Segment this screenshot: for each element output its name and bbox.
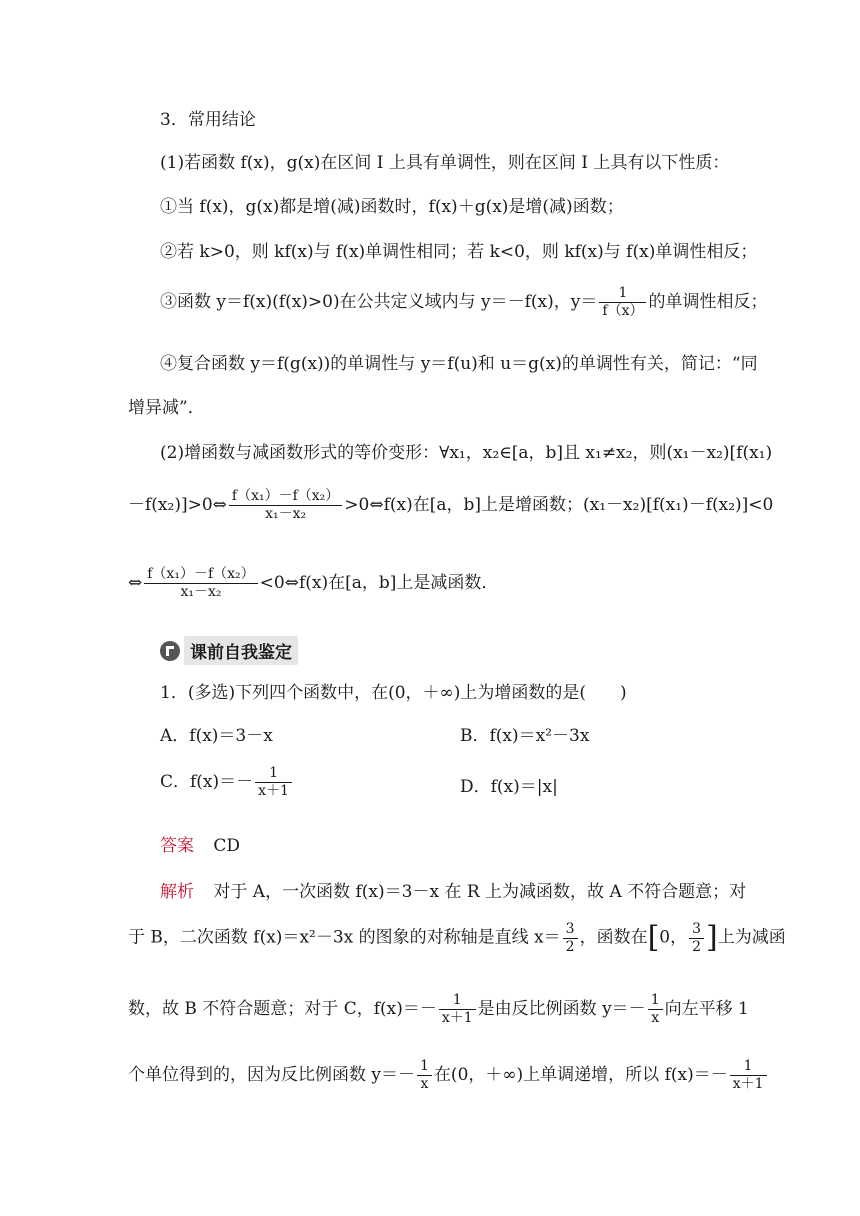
p4-fraction-num: 1 [618,285,628,301]
paragraph-1: (1)若函数 f(x)，g(x)在区间 I 上具有单调性，则在区间 I 上具有以下性质： [160,153,730,173]
p8-text: ⇔ [128,572,143,593]
p4-text-end: 的单调性相反； [648,291,768,312]
paragraph-5b: 增异减”． [128,398,205,418]
p7-fraction-den: x₁－x₂ [229,505,342,523]
a3-text-end: 向左平移 1 [664,998,749,1019]
paragraph-7 [128,488,773,523]
a4-fraction-2 [730,1058,767,1093]
paragraph-4 [160,285,767,320]
paragraph-8 [128,566,498,601]
option-b: B．f(x)＝x²－3x [460,726,590,746]
a2-num: 3 [565,920,575,937]
p7-text: －f(x₂)]>0⇔ [128,494,227,515]
paragraph-3: ②若 k>0，则 kf(x)与 f(x)单调性相同；若 k<0，则 kf(x)与 f(x)单调性相反； [160,242,758,262]
option-c-text: C．f(x)＝－ [160,771,254,792]
option-c-den: x＋1 [255,782,292,800]
a4-num-2: 1 [743,1058,753,1074]
option-a: A．f(x)＝3－x [160,726,273,746]
a2-int-den: 2 [689,938,704,956]
analysis-line-1 [160,882,746,902]
a2-interval: 0， [659,927,688,948]
p8-text-end: <0⇔f(x)在[a，b]上是减函数． [259,572,499,593]
paragraph-6: (2)增函数与减函数形式的等价变形：∀x₁，x₂∈[a，b]且 x₁≠x₂，则(x₁－x₂)[f(x₁) [160,443,773,463]
a4-den-2: x＋1 [730,1075,767,1093]
banner-title: 课前自我鉴定 [184,636,298,665]
analysis-line-2 [128,920,786,956]
option-c-num: 1 [269,765,279,781]
banner-icon [160,641,180,661]
analysis-text-1: 对于 A，一次函数 f(x)＝3－x 在 R 上为减函数，故 A 不符合题意；对 [213,882,747,902]
a3-text: 数，故 B 不符合题意；对于 C，f(x)＝－ [128,998,437,1019]
option-c-fraction [255,765,292,800]
a4-fraction [417,1058,432,1093]
a4-num: 1 [420,1058,429,1074]
a3-num-2: 1 [650,992,660,1008]
a3-fraction [439,992,476,1027]
answer-line [160,836,240,856]
p8-fraction-num: f（x₁）－f（x₂） [147,566,255,582]
p7-text-end: >0⇔f(x)在[a，b]上是增函数；(x₁－x₂)[f(x₁)－f(x₂)]<0 [344,494,774,515]
p4-fraction-den: f（x） [599,302,646,320]
interval-left-bracket: [ [647,920,660,955]
a3-num: 1 [452,992,462,1008]
a2-interval-fraction [689,921,704,956]
option-d: D．f(x)＝|x| [460,777,558,797]
paragraph-5: ④复合函数 y＝f(g(x))的单调性与 y＝f(u)和 u＝g(x)的单调性有关，简记：“同 [160,354,758,374]
p7-fraction-num: f（x₁）－f（x₂） [231,488,340,504]
answer-label: 答案 [160,836,194,856]
p4-text: ③函数 y＝f(x)(f(x)>0)在公共定义域内与 y＝－f(x)，y＝ [160,291,598,312]
a3-fraction-2 [648,992,663,1027]
paragraph-2: ①当 f(x)，g(x)都是增(减)函数时，f(x)＋g(x)是增(减)函数； [160,197,624,217]
a2-text-mid: ，函数在 [579,927,648,948]
interval-right-bracket: ] [706,920,718,955]
a2-fraction [563,921,578,956]
question-1: 1．(多选)下列四个函数中，在(0，＋∞)上为增函数的是( ) [160,683,627,703]
a4-text-mid: 在(0，＋∞)上单调递增，所以 f(x)＝－ [433,1064,728,1085]
a3-den-2: x [648,1009,663,1027]
p7-fraction [229,488,342,523]
a2-den: 2 [563,938,578,956]
analysis-line-3 [128,992,749,1027]
a4-den: x [417,1075,432,1093]
p4-fraction [599,285,646,320]
a3-den: x＋1 [439,1009,476,1027]
analysis-label: 解析 [160,882,194,902]
section-heading: 3．常用结论 [160,110,256,130]
option-c [160,765,294,800]
a4-text: 个单位得到的，因为反比例函数 y＝－ [128,1064,416,1085]
a3-text-mid: 是由反比例函数 y＝－ [477,998,646,1019]
p8-fraction-den: x₁－x₂ [144,583,257,601]
a2-text-end: 上为减函 [717,927,786,948]
p8-fraction [144,566,257,601]
a2-int-num: 3 [692,920,702,937]
analysis-line-4 [128,1058,769,1093]
answer-value: CD [213,836,241,856]
a2-text: 于 B，二次函数 f(x)＝x²－3x 的图象的对称轴是直线 x＝ [128,927,561,948]
section-banner [160,636,298,665]
